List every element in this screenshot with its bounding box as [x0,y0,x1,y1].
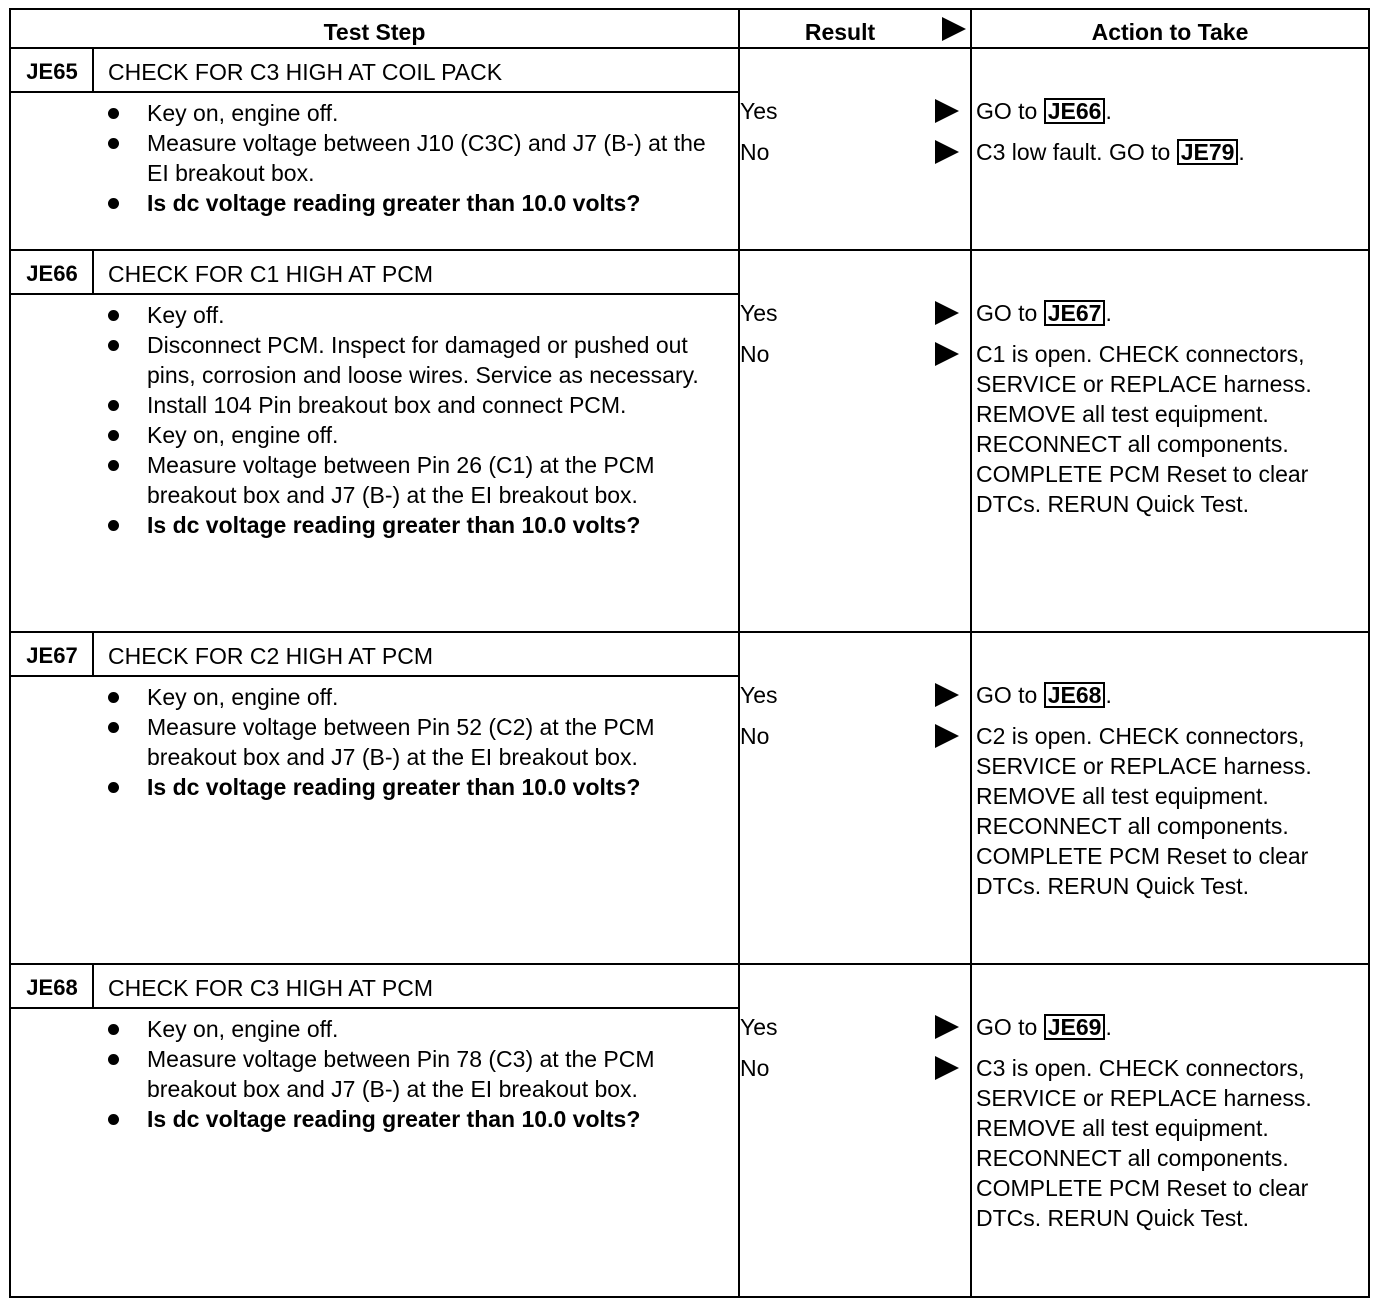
step-reference[interactable]: JE68 [1044,682,1106,708]
arrow-icon [935,1015,959,1039]
arrow-icon [935,1056,959,1080]
arrow-icon [935,301,959,325]
arrow-icon [935,683,959,707]
section-divider [11,963,1368,965]
action-yes: GO to JE68 . [976,682,1112,708]
step-title: CHECK FOR C1 HIGH AT PCM [108,261,434,287]
list-item: Measure voltage between J10 (C3C) and J7 (B-) at the EI breakout box. [103,128,733,188]
list-item: Disconnect PCM. Inspect for damaged or pushed out pins, corrosion and loose wires. Service as necessary. [103,330,733,390]
step-reference[interactable]: JE69 [1044,1014,1106,1040]
step-code: JE68 [26,975,78,1000]
list-item: Measure voltage between Pin 52 (C2) at the PCM breakout box and J7 (B-) at the EI breakout box. [103,712,733,772]
header-arrow-icon [942,17,966,41]
step-title: CHECK FOR C3 HIGH AT COIL PACK [108,59,503,85]
title-underline [11,675,738,677]
step-bullets [103,98,733,218]
code-divider [92,251,94,293]
action-no: C3 low fault. GO to JE79 . [976,139,1245,165]
header-test-step: Test Step [323,19,426,45]
step-code: JE66 [26,261,78,286]
action-yes: GO to JE69 . [976,1014,1112,1040]
title-underline [11,293,738,295]
list-item: Measure voltage between Pin 78 (C3) at the PCM breakout box and J7 (B-) at the EI breakout box. [103,1044,733,1104]
result-yes: Yes [740,298,960,339]
list-item: Key on, engine off. [103,98,733,128]
action-no: C1 is open. CHECK connectors, SERVICE or REPLACE harness. REMOVE all test equipment. RECONNECT all components. COMPLETE PCM Reset to clear DTCs. RERUN Quick Test. [976,341,1312,517]
result-no: No [740,721,960,762]
action-block [976,680,1348,901]
list-item: Key on, engine off. [103,1014,733,1044]
column-divider [738,10,740,1296]
list-item: Key on, engine off. [103,682,733,712]
step-reference[interactable]: JE79 [1177,139,1239,165]
list-item: Key off. [103,300,733,330]
code-divider [92,965,94,1007]
section-divider [11,631,1368,633]
arrow-icon [935,140,959,164]
code-divider [92,49,94,91]
result-yes: Yes [740,96,960,137]
header-result: Result [804,19,876,45]
step-title: CHECK FOR C3 HIGH AT PCM [108,975,434,1001]
step-code: JE67 [26,643,78,668]
list-item: Install 104 Pin breakout box and connect PCM. [103,390,733,420]
result-block [740,298,960,380]
result-block [740,96,960,178]
section-divider [11,249,1368,251]
code-divider [92,633,94,675]
result-no: No [740,1053,960,1094]
step-title: CHECK FOR C2 HIGH AT PCM [108,643,434,669]
arrow-icon [935,724,959,748]
action-yes: GO to JE67 . [976,300,1112,326]
step-question: Is dc voltage reading greater than 10.0 volts? [103,1104,733,1134]
result-block [740,680,960,762]
step-question: Is dc voltage reading greater than 10.0 volts? [103,510,733,540]
action-yes: GO to JE66 . [976,98,1112,124]
result-no: No [740,339,960,380]
step-code: JE65 [26,59,78,84]
result-block [740,1012,960,1094]
action-no: C2 is open. CHECK connectors, SERVICE or REPLACE harness. REMOVE all test equipment. RECONNECT all components. COMPLETE PCM Reset to clear DTCs. RERUN Quick Test. [976,723,1312,899]
arrow-icon [935,342,959,366]
list-item: Key on, engine off. [103,420,733,450]
header-action: Action to Take [1091,19,1249,45]
arrow-icon [935,99,959,123]
action-block [976,96,1348,167]
step-question: Is dc voltage reading greater than 10.0 volts? [103,772,733,802]
step-bullets [103,300,733,540]
step-bullets [103,1014,733,1134]
action-no: C3 is open. CHECK connectors, SERVICE or REPLACE harness. REMOVE all test equipment. RECONNECT all components. COMPLETE PCM Reset to clear DTCs. RERUN Quick Test. [976,1055,1312,1231]
title-underline [11,1007,738,1009]
result-yes: Yes [740,1012,960,1053]
list-item: Measure voltage between Pin 26 (C1) at the PCM breakout box and J7 (B-) at the EI breakout box. [103,450,733,510]
step-question: Is dc voltage reading greater than 10.0 volts? [103,188,733,218]
step-reference[interactable]: JE66 [1044,98,1106,124]
step-reference[interactable]: JE67 [1044,300,1106,326]
column-divider [970,10,972,1296]
action-block [976,298,1348,519]
step-bullets [103,682,733,802]
action-block [976,1012,1348,1233]
result-no: No [740,137,960,178]
title-underline [11,91,738,93]
result-yes: Yes [740,680,960,721]
